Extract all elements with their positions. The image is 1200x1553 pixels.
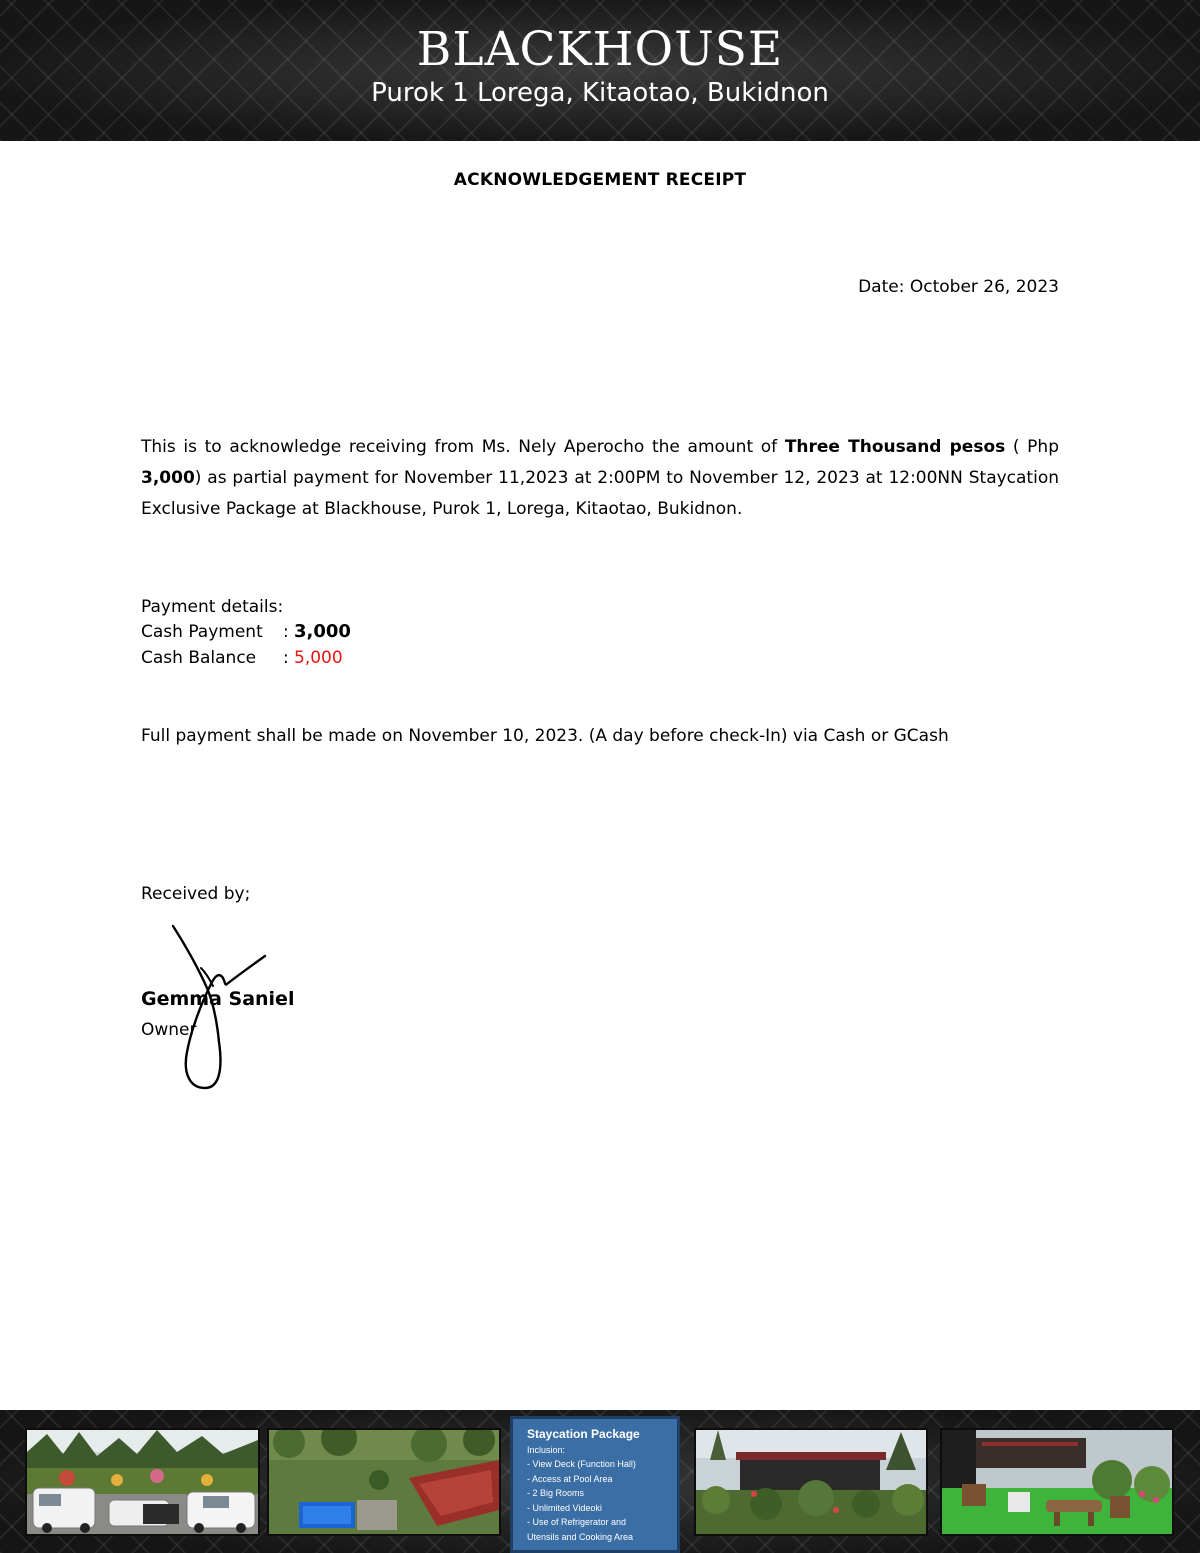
body-part-1: This is to acknowledge receiving from Ms. Nely Aperocho the amount of xyxy=(141,437,785,457)
photo-parking-garden xyxy=(25,1428,260,1536)
payment-details-heading: Payment details: xyxy=(141,597,284,617)
cash-balance-value: 5,000 xyxy=(294,648,343,668)
signer-role: Owner xyxy=(141,1020,197,1040)
package-item: - View Deck (Function Hall) xyxy=(527,1459,636,1469)
handwritten-signature xyxy=(165,922,275,1097)
staycation-package-card xyxy=(510,1416,680,1553)
receipt-date: Date: October 26, 2023 xyxy=(858,277,1059,297)
payment-colon: : xyxy=(283,648,289,668)
package-title: Staycation Package xyxy=(527,1427,640,1441)
payment-row-cash-balance xyxy=(141,645,351,671)
package-item: - Access at Pool Area xyxy=(527,1473,613,1484)
acknowledgement-paragraph xyxy=(141,432,1059,525)
payment-colon: : xyxy=(283,622,289,642)
brand-address: Purok 1 Lorega, Kitaotao, Bukidnon xyxy=(371,78,829,108)
package-item: - Use of Refrigerator and xyxy=(527,1517,627,1527)
cash-payment-value: 3,000 xyxy=(294,621,351,642)
body-part-3: ) as partial payment for November 11,2023 at 2:00PM to November 12, 2023 at 12:00NN Staycation Exclusive Package at Blackhouse, Purok 1, Lorega, Kitaotao, Bukidnon. xyxy=(141,468,1059,519)
amount-in-figures: 3,000 xyxy=(141,468,195,488)
package-item: - 2 Big Rooms xyxy=(527,1488,585,1498)
payment-row-cash-payment xyxy=(141,619,351,645)
package-inclusion-label: Inclusion: xyxy=(527,1445,566,1455)
payment-details xyxy=(141,595,351,671)
signer-name: Gemma Saniel xyxy=(141,988,295,1010)
photo-lawn-seating xyxy=(940,1428,1174,1536)
brand-name: BLACKHOUSE xyxy=(416,22,784,77)
body-part-2: ( Php xyxy=(1005,437,1060,457)
footer-banner xyxy=(0,1410,1200,1553)
receipt-title: ACKNOWLEDGEMENT RECEIPT xyxy=(453,170,747,190)
payment-label: Cash Balance xyxy=(141,648,257,668)
payment-label: Cash Payment xyxy=(141,622,263,642)
photo-pool-aerial xyxy=(267,1428,501,1536)
letterhead-banner xyxy=(0,0,1200,141)
full-payment-note: Full payment shall be made on November 10, 2023. (A day before check-In) via Cash or GCash xyxy=(141,726,949,746)
package-item: - Unlimited Videoki xyxy=(527,1502,602,1513)
received-by-label: Received by; xyxy=(141,884,251,904)
package-item: Utensils and Cooking Area xyxy=(527,1531,634,1542)
amount-in-words: Three Thousand pesos xyxy=(784,437,1006,457)
photo-garden-house xyxy=(694,1428,928,1536)
